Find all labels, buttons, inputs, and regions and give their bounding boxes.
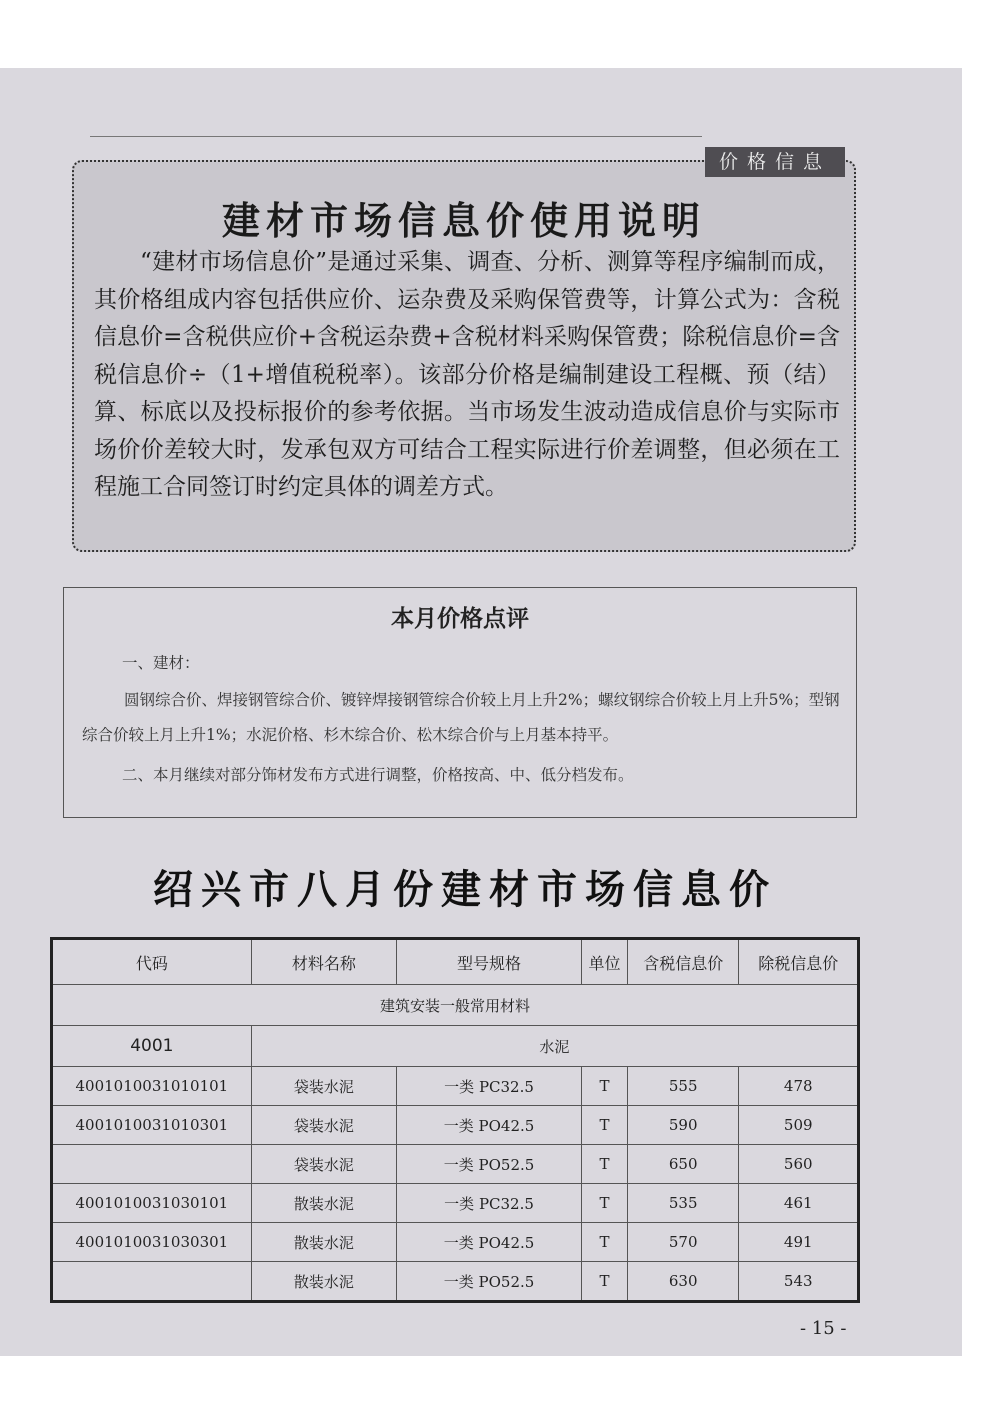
name-cell: 散装水泥 [251,1262,396,1302]
tax-incl-price-cell: 570 [627,1223,739,1262]
header-cell: 单位 [582,939,628,985]
code-cell [52,1145,252,1184]
header-rule [90,136,702,137]
tax-excl-price-cell: 478 [739,1067,859,1106]
tax-excl-price-cell: 543 [739,1262,859,1302]
table-row [52,1106,859,1145]
review-line-1: 一、建材： [122,654,200,672]
price-table [50,937,860,1303]
tax-excl-price-cell: 461 [739,1184,859,1223]
unit-cell: T [582,1145,628,1184]
table-row [52,1223,859,1262]
table-row [52,1262,859,1302]
spec-cell: 一类 PC32.5 [396,1184,581,1223]
unit-cell: T [582,1067,628,1106]
review-line-2: 圆钢综合价、焊接钢管综合价、镀锌焊接钢管综合价较上月上升2%；螺纹钢综合价较上月上升5%；型钢综合价较上月上升1%；水泥价格、杉木综合价、松木综合价与上月基本持平。 [82,691,840,744]
code-cell [52,1262,252,1302]
main-title: 绍兴市八月份建材市场信息价 [153,867,777,913]
code-cell: 4001010031030301 [52,1223,252,1262]
review-line-3: 二、本月继续对部分饰材发布方式进行调整，价格按高、中、低分档发布。 [122,766,634,784]
header-cell: 含税信息价 [627,939,739,985]
spec-cell: 一类 PO52.5 [396,1145,581,1184]
notice-title: 建材市场信息价使用说明 [221,199,706,243]
name-cell: 袋装水泥 [251,1067,396,1106]
tax-excl-price-cell: 509 [739,1106,859,1145]
page-number: - 15 - [800,1318,847,1339]
code-cell: 4001010031030101 [52,1184,252,1223]
tax-incl-price-cell: 535 [627,1184,739,1223]
table-row [52,1067,859,1106]
header-cell: 代码 [52,939,252,985]
header-cell: 除税信息价 [739,939,859,985]
notice-body: “建材市场信息价”是通过采集、调查、分析、测算等程序编制而成，其价格组成内容包括供应价、运杂费及采购保管费等，计算公式为：含税信息价=含税供应价+含税运杂费+含税材料采购保管费；除税信息价=含税信息价÷（1+增值税税率）。该部分价格是编制建设工程概、预（结）算、标底以及投标报价的参考依据。当市场发生波动造成信息价与实际市场价价差较大时，发承包双方可结合工程实际进行价差调整，但必须在工程施工合同签订时约定具体的调差方式。 [94,249,840,500]
unit-cell: T [582,1262,628,1302]
header-cell: 型号规格 [396,939,581,985]
spec-cell: 一类 PO42.5 [396,1223,581,1262]
name-cell: 散装水泥 [251,1184,396,1223]
tax-incl-price-cell: 590 [627,1106,739,1145]
section-tag: 价格信息 [705,147,845,177]
unit-cell: T [582,1184,628,1223]
spec-cell: 一类 PC32.5 [396,1067,581,1106]
tax-excl-price-cell: 560 [739,1145,859,1184]
table-header [52,939,859,985]
tax-excl-price-cell: 491 [739,1223,859,1262]
name-cell: 袋装水泥 [251,1145,396,1184]
unit-cell: T [582,1106,628,1145]
header-cell: 材料名称 [251,939,396,985]
review-title: 本月价格点评 [391,606,529,632]
usage-notice-box [72,160,856,552]
table-row [52,1184,859,1223]
group-name: 水泥 [251,1026,858,1067]
name-cell: 散装水泥 [251,1223,396,1262]
name-cell: 袋装水泥 [251,1106,396,1145]
monthly-review-box [63,587,857,818]
group-code: 4001 [52,1026,252,1067]
spec-cell: 一类 PO42.5 [396,1106,581,1145]
section-row: 建筑安装一般常用材料 [52,985,859,1026]
code-cell: 4001010031010101 [52,1067,252,1106]
table-row [52,1145,859,1184]
group-row [52,1026,859,1067]
code-cell: 4001010031010301 [52,1106,252,1145]
spec-cell: 一类 PO52.5 [396,1262,581,1302]
tax-incl-price-cell: 555 [627,1067,739,1106]
tax-incl-price-cell: 650 [627,1145,739,1184]
tax-incl-price-cell: 630 [627,1262,739,1302]
unit-cell: T [582,1223,628,1262]
